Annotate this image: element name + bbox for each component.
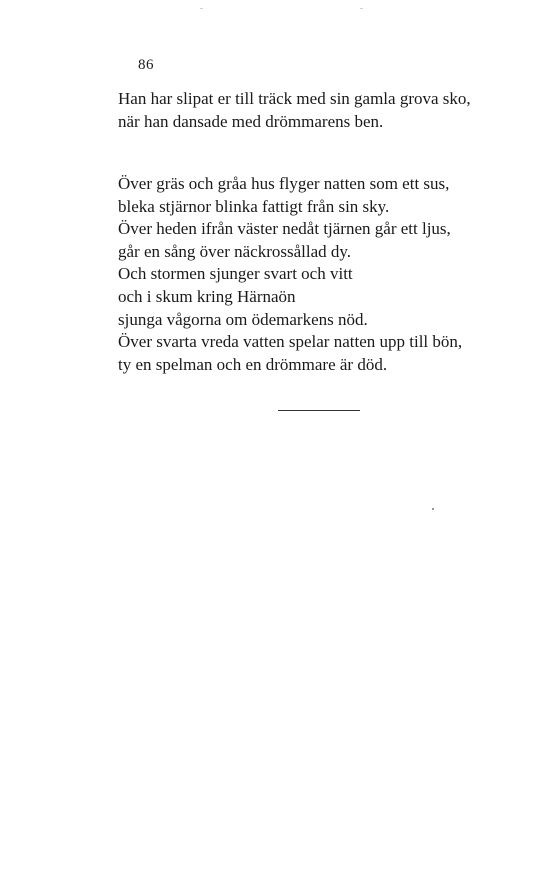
print-speck (360, 8, 363, 9)
page-number: 86 (138, 57, 154, 73)
poem-line: sjunga vågorna om ödemarkens nöd. (118, 309, 368, 329)
poem-line: går en sång över näckrossållad dy. (118, 241, 352, 261)
poem-line: när han dansade med drömmarens ben. (118, 111, 384, 131)
poem-line: ty en spelman och en drömmare är död. (118, 354, 388, 374)
poem-line: Över heden ifrån väster nedåt tjärnen går ett ljus, (118, 219, 451, 239)
poem-line: Han har slipat er till träck med sin gamla grova sko, (118, 89, 471, 108)
poem-stanza (118, 88, 528, 133)
end-divider-rule (278, 410, 360, 411)
poem-line: Och stormen sjunger svart och vitt (118, 264, 353, 284)
poem-line: Över svarta vreda vatten spelar natten upp till bön, (118, 332, 463, 352)
poem-line: och i skum kring Härnaön (118, 286, 296, 306)
print-speck (432, 508, 434, 510)
poem-line: Över gräs och gråa hus flyger natten som ett sus, (118, 174, 450, 193)
poem-stanza (118, 173, 528, 376)
print-speck (200, 8, 203, 9)
poem-line: bleka stjärnor blinka fattigt från sin sky. (118, 196, 390, 216)
